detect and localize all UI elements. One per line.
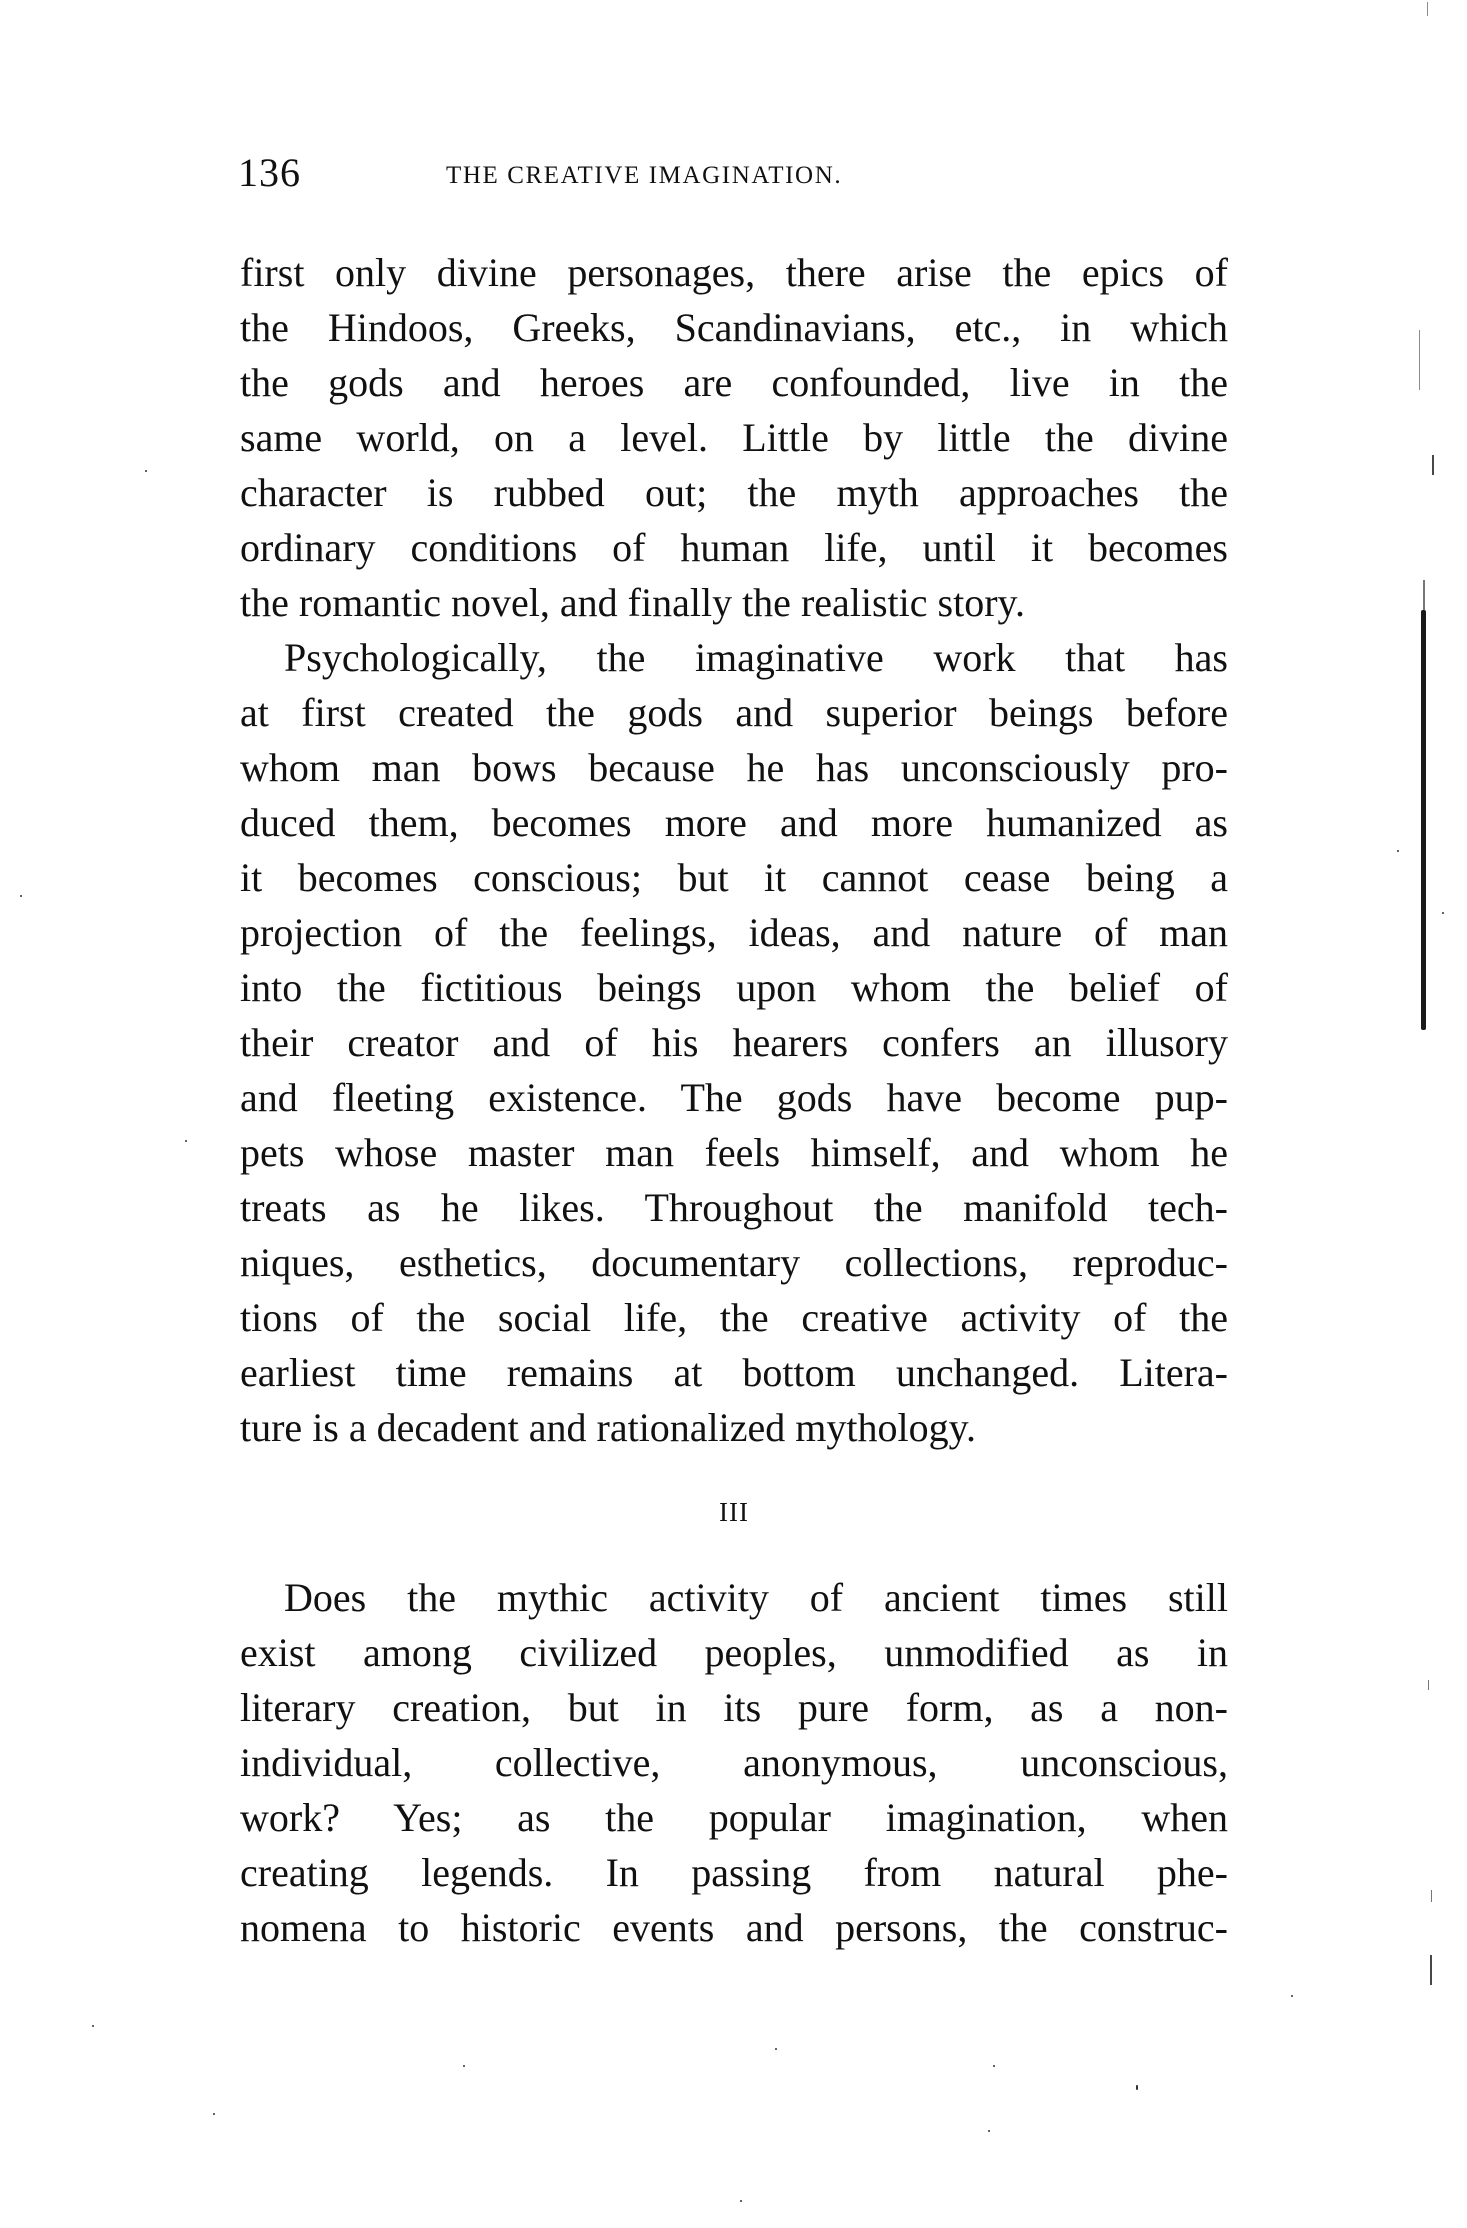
scan-artifact-line [1427, 2, 1428, 16]
text-line: Does the mythic activity of ancient times still [284, 1575, 1228, 1620]
scan-speck [1442, 912, 1444, 914]
text-line: individual, collective, anonymous, unconscious, [240, 1740, 1228, 1785]
text-line: work? Yes; as the popular imagination, when [240, 1795, 1228, 1840]
text-line: duced them, becomes more and more humanized as [240, 800, 1228, 845]
text-line: literary creation, but in its pure form, as a non- [240, 1685, 1228, 1730]
scan-speck [988, 2130, 990, 2132]
text-line: and fleeting existence. The gods have become pup- [240, 1075, 1228, 1120]
scan-artifact-line [1431, 1890, 1432, 1902]
paragraph [240, 630, 1228, 1455]
text-line: their creator and of his hearers confers an illusory [240, 1020, 1228, 1065]
text-line: ordinary conditions of human life, until it becomes [240, 525, 1228, 570]
text-line: niques, esthetics, documentary collections, reproduc- [240, 1240, 1228, 1285]
text-line: character is rubbed out; the myth approaches the [240, 470, 1228, 515]
page-number: 136 [238, 150, 301, 195]
text-line: same world, on a level. Little by little the divine [240, 415, 1228, 460]
running-head-title: THE CREATIVE IMAGINATION. [446, 162, 843, 189]
scan-artifact-line [1419, 330, 1420, 390]
scan-artifact-line [1428, 1680, 1429, 1690]
text-line: tions of the social life, the creative activity of the [240, 1295, 1228, 1340]
text-line: ture is a decadent and rationalized mythology. [240, 1405, 977, 1450]
scan-speck [740, 2200, 742, 2202]
text-line: at first created the gods and superior beings before [240, 690, 1228, 735]
text-line: first only divine personages, there arise the epics of [240, 250, 1228, 295]
text-line: earliest time remains at bottom unchanged. Litera- [240, 1350, 1228, 1395]
text-line: into the fictitious beings upon whom the belief of [240, 965, 1228, 1010]
scan-speck [993, 2065, 995, 2067]
text-line: the gods and heroes are confounded, live in the [240, 360, 1228, 405]
text-line: treats as he likes. Throughout the manifold tech- [240, 1185, 1228, 1230]
scan-speck [185, 1140, 187, 1142]
body-text [240, 245, 1228, 1955]
scan-speck [1291, 1995, 1293, 1997]
scan-speck [20, 895, 22, 897]
running-head [238, 148, 1228, 198]
scan-speck [1397, 850, 1399, 852]
scan-artifact-line [1432, 455, 1434, 475]
text-line: creating legends. In passing from natural phe- [240, 1850, 1228, 1895]
scan-artifact-line [1430, 1955, 1432, 1985]
paragraph-continued [240, 245, 1228, 630]
scan-speck [145, 470, 147, 472]
scan-artifact-line [1423, 580, 1425, 610]
text-line: exist among civilized peoples, unmodified as in [240, 1630, 1228, 1675]
scan-speck [1136, 2085, 1138, 2090]
text-line: projection of the feelings, ideas, and nature of man [240, 910, 1228, 955]
scan-speck [463, 2065, 465, 2067]
text-line: it becomes conscious; but it cannot cease being a [240, 855, 1228, 900]
scan-speck [213, 2113, 215, 2115]
text-line: whom man bows because he has unconsciously pro- [240, 745, 1228, 790]
scan-speck [92, 2025, 94, 2027]
text-line: Psychologically, the imaginative work that has [284, 635, 1228, 680]
scan-artifact-line [1421, 610, 1426, 1030]
paragraph [240, 1570, 1228, 1955]
section-heading: III [719, 1497, 749, 1527]
scan-speck [775, 2048, 777, 2050]
text-line: the romantic novel, and finally the realistic story. [240, 580, 1025, 625]
text-line: the Hindoos, Greeks, Scandinavians, etc., in which [240, 305, 1228, 350]
text-line: nomena to historic events and persons, the construc- [240, 1905, 1228, 1950]
text-line: pets whose master man feels himself, and whom he [240, 1130, 1228, 1175]
